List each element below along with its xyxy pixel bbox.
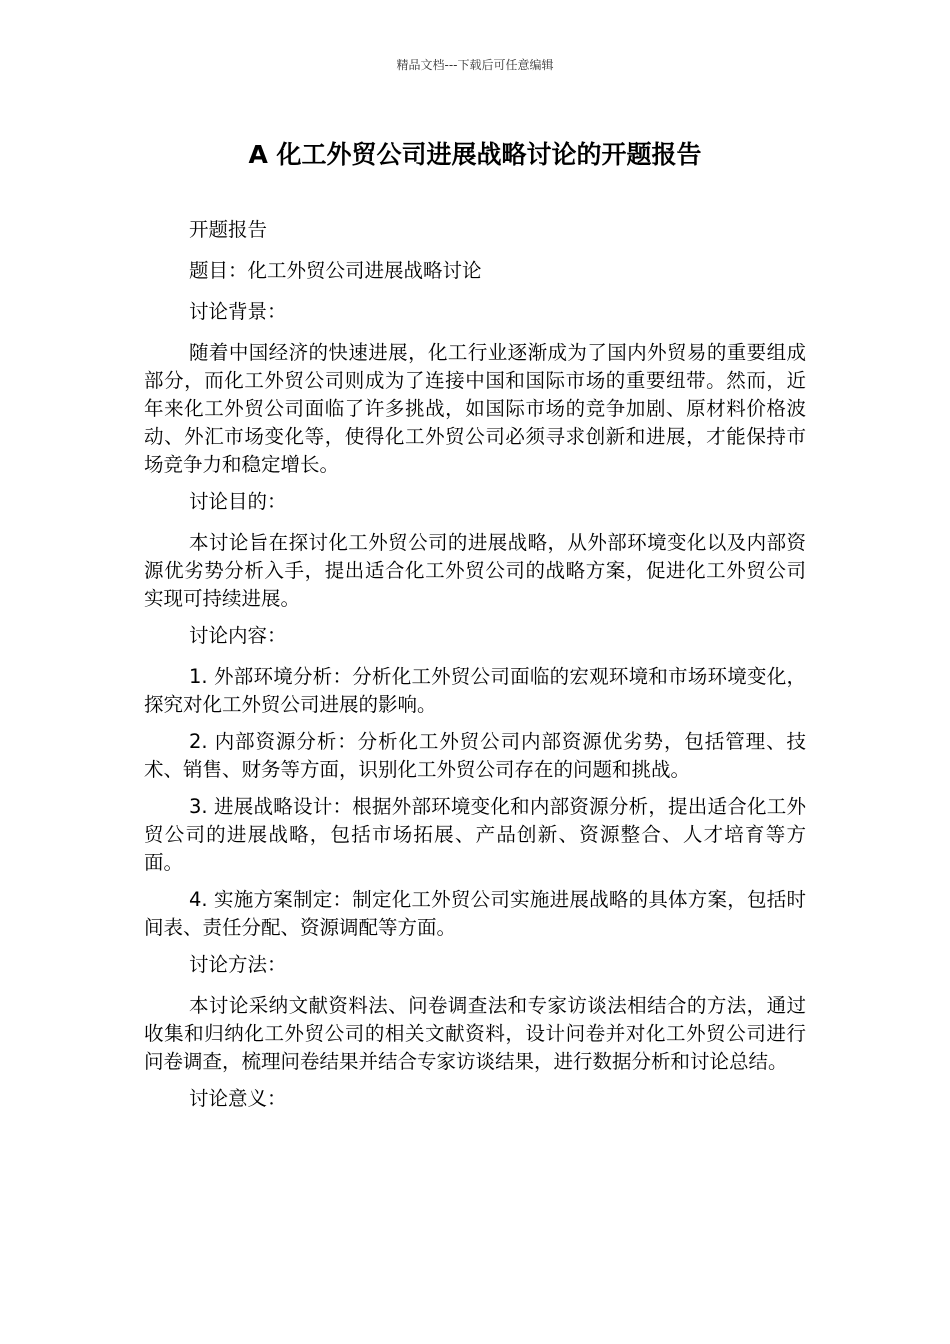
section-heading-background: 讨论背景： <box>189 300 287 323</box>
purpose-paragraph: 本讨论旨在探讨化工外贸公司的进展战略，从外部环境变化以及内部资源优劣势分析入手，提出适合化工外贸公司的战略方案，促进化工外贸公司实现可持续进展。 <box>144 531 806 610</box>
content-item-3: 3. 进展战略设计：根据外部环境变化和内部资源分析，提出适合化工外贸公司的进展战略，包括市场拓展、产品创新、资源整合、人才培育等方面。 <box>144 795 806 874</box>
section-heading-report: 开题报告 <box>189 218 268 241</box>
content-item-4: 4. 实施方案制定：制定化工外贸公司实施进展战略的具体方案，包括时间表、责任分配、资源调配等方面。 <box>144 888 806 939</box>
method-paragraph: 本讨论采纳文献资料法、问卷调查法和专家访谈法相结合的方法，通过收集和归纳化工外贸公司的相关文献资料，设计问卷并对化工外贸公司进行问卷调查，梳理问卷结果并结合专家访谈结果，进行数据分析和讨论总结。 <box>144 994 806 1073</box>
content-item-2: 2. 内部资源分析：分析化工外贸公司内部资源优劣势，包括管理、技术、销售、财务等方面，识别化工外贸公司存在的问题和挑战。 <box>144 730 806 781</box>
document-title: A 化工外贸公司进展战略讨论的开题报告 <box>248 140 702 169</box>
page-header-note: 精品文档---下载后可任意编辑 <box>396 58 554 72</box>
section-heading-content: 讨论内容： <box>189 624 287 647</box>
content-item-1: 1. 外部环境分析：分析化工外贸公司面临的宏观环境和市场环境变化，探究对化工外贸公司进展的影响。 <box>144 665 806 716</box>
topic-line: 题目：化工外贸公司进展战略讨论 <box>189 259 482 282</box>
section-heading-purpose: 讨论目的： <box>189 490 287 513</box>
document-body <box>144 216 806 1126</box>
section-heading-significance: 讨论意义： <box>189 1087 287 1110</box>
section-heading-method: 讨论方法： <box>189 953 287 976</box>
background-paragraph: 随着中国经济的快速进展，化工行业逐渐成为了国内外贸易的重要组成部分，而化工外贸公司则成为了连接中国和国际市场的重要纽带。然而，近年来化工外贸公司面临了许多挑战，如国际市场的竞争加剧、原材料价格波动、外汇市场变化等，使得化工外贸公司必须寻求创新和进展，才能保持市场竞争力和稳定增长。 <box>144 341 806 476</box>
